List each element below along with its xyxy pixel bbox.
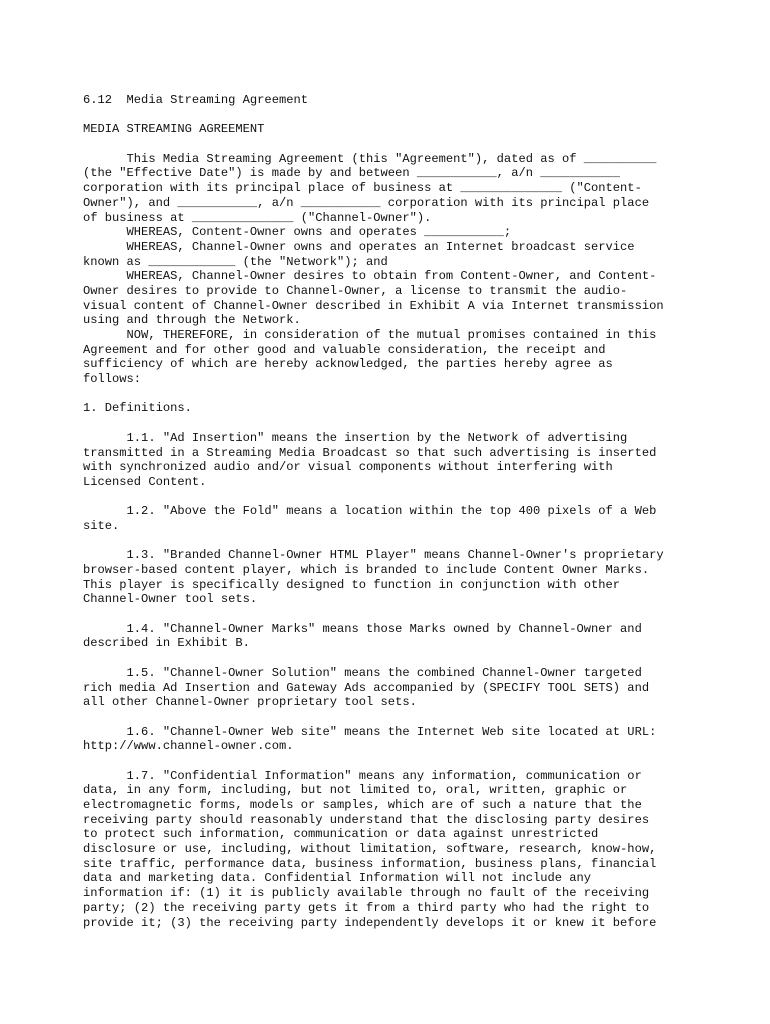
definition-line: site traffic, performance data, business information, business plans, financial bbox=[83, 856, 657, 871]
preamble-line: follows: bbox=[83, 372, 142, 387]
preamble-line: WHEREAS, Channel-Owner desires to obtain from Content-Owner, and Content- bbox=[83, 269, 657, 284]
definition-line: site. bbox=[83, 518, 120, 533]
definition-line: described in Exhibit B. bbox=[83, 636, 250, 651]
definition-1-6 bbox=[83, 725, 693, 754]
definition-line: provide it; (3) the receiving party independently develops it or knew it before bbox=[83, 915, 657, 930]
preamble-line: known as ____________ (the "Network"); and bbox=[83, 254, 388, 269]
definition-1-7 bbox=[83, 769, 693, 931]
preamble-line: (the "Effective Date") is made by and between ___________, a/n ___________ bbox=[83, 166, 621, 181]
definition-line: all other Channel-Owner proprietary tool sets. bbox=[83, 695, 417, 710]
definition-line: with synchronized audio and/or visual components without interfering with bbox=[83, 460, 613, 475]
definition-line: 1.4. "Channel-Owner Marks" means those Marks owned by Channel-Owner and bbox=[83, 621, 642, 636]
definition-1-1 bbox=[83, 431, 693, 490]
definition-1-3 bbox=[83, 548, 693, 607]
definition-1-2 bbox=[83, 504, 693, 533]
definition-line: receiving party should reasonably understand that the disclosing party desires bbox=[83, 812, 650, 827]
definition-1-5 bbox=[83, 666, 693, 710]
definition-line: party; (2) the receiving party gets it from a third party who had the right to bbox=[83, 900, 650, 915]
definition-line: 1.5. "Channel-Owner Solution" means the combined Channel-Owner targeted bbox=[83, 665, 642, 680]
preamble-line: Owner"), and ___________, a/n ___________ corporation with its principal place bbox=[83, 195, 650, 210]
definition-line: electromagnetic forms, models or samples, which are of such a nature that the bbox=[83, 798, 642, 812]
preamble-line: corporation with its principal place of business at ______________ ("Content- bbox=[83, 181, 642, 196]
document-page bbox=[83, 93, 693, 930]
definition-line: 1.2. "Above the Fold" means a location within the top 400 pixels of a Web bbox=[83, 504, 657, 519]
preamble-line: sufficiency of which are hereby acknowledged, the parties hereby agree as bbox=[83, 357, 613, 372]
preamble-line: Agreement and for other good and valuable consideration, the receipt and bbox=[83, 342, 606, 357]
definition-line: This player is specifically designed to function in conjunction with other bbox=[83, 577, 621, 592]
preamble-line: NOW, THEREFORE, in consideration of the mutual promises contained in this bbox=[83, 328, 657, 342]
preamble-line: Owner desires to provide to Channel-Owner, a license to transmit the audio- bbox=[83, 283, 628, 298]
preamble-line: of business at ______________ ("Channel-Owner"). bbox=[83, 210, 432, 225]
definition-line: information if: (1) it is publicly available through no fault of the receiving bbox=[83, 886, 650, 901]
definition-line: Licensed Content. bbox=[83, 474, 207, 489]
preamble-line: using and through the Network. bbox=[83, 313, 301, 328]
definition-1-4 bbox=[83, 622, 693, 651]
definition-line: transmitted in a Streaming Media Broadcast so that such advertising is inserted bbox=[83, 445, 657, 460]
definition-line: 1.7. "Confidential Information" means any information, communication or bbox=[83, 768, 642, 783]
definition-line: http://www.channel-owner.com. bbox=[83, 739, 294, 754]
preamble-line: visual content of Channel-Owner described in Exhibit A via Internet transmission bbox=[83, 298, 664, 313]
definition-line: 1.3. "Branded Channel-Owner HTML Player" means Channel-Owner's proprietary bbox=[83, 548, 664, 563]
definition-line: rich media Ad Insertion and Gateway Ads accompanied by (SPECIFY TOOL SETS) and bbox=[83, 680, 650, 695]
definitions-heading: 1. Definitions. bbox=[83, 401, 192, 416]
definition-line: 1.1. "Ad Insertion" means the insertion by the Network of advertising bbox=[83, 430, 628, 445]
definition-line: data, in any form, including, but not limited to, oral, written, graphic or bbox=[83, 783, 628, 798]
definition-line: 1.6. "Channel-Owner Web site" means the Internet Web site located at URL: bbox=[83, 724, 657, 739]
preamble-line: This Media Streaming Agreement (this "Agreement"), dated as of __________ bbox=[83, 151, 657, 166]
definition-line: browser-based content player, which is branded to include Content Owner Marks. bbox=[83, 563, 650, 577]
preamble-line: WHEREAS, Content-Owner owns and operates ___________; bbox=[83, 225, 512, 240]
definition-line: to protect such information, communication or data against unrestricted bbox=[83, 827, 599, 842]
agreement-title: MEDIA STREAMING AGREEMENT bbox=[83, 122, 265, 137]
preamble bbox=[83, 152, 693, 387]
definition-line: Channel-Owner tool sets. bbox=[83, 592, 258, 607]
preamble-line: WHEREAS, Channel-Owner owns and operates an Internet broadcast service bbox=[83, 239, 635, 254]
section-heading: 6.12 Media Streaming Agreement bbox=[83, 93, 308, 107]
definition-line: disclosure or use, including, without limitation, software, research, know-how, bbox=[83, 842, 657, 857]
definition-line: data and marketing data. Confidential Information will not include any bbox=[83, 871, 592, 886]
